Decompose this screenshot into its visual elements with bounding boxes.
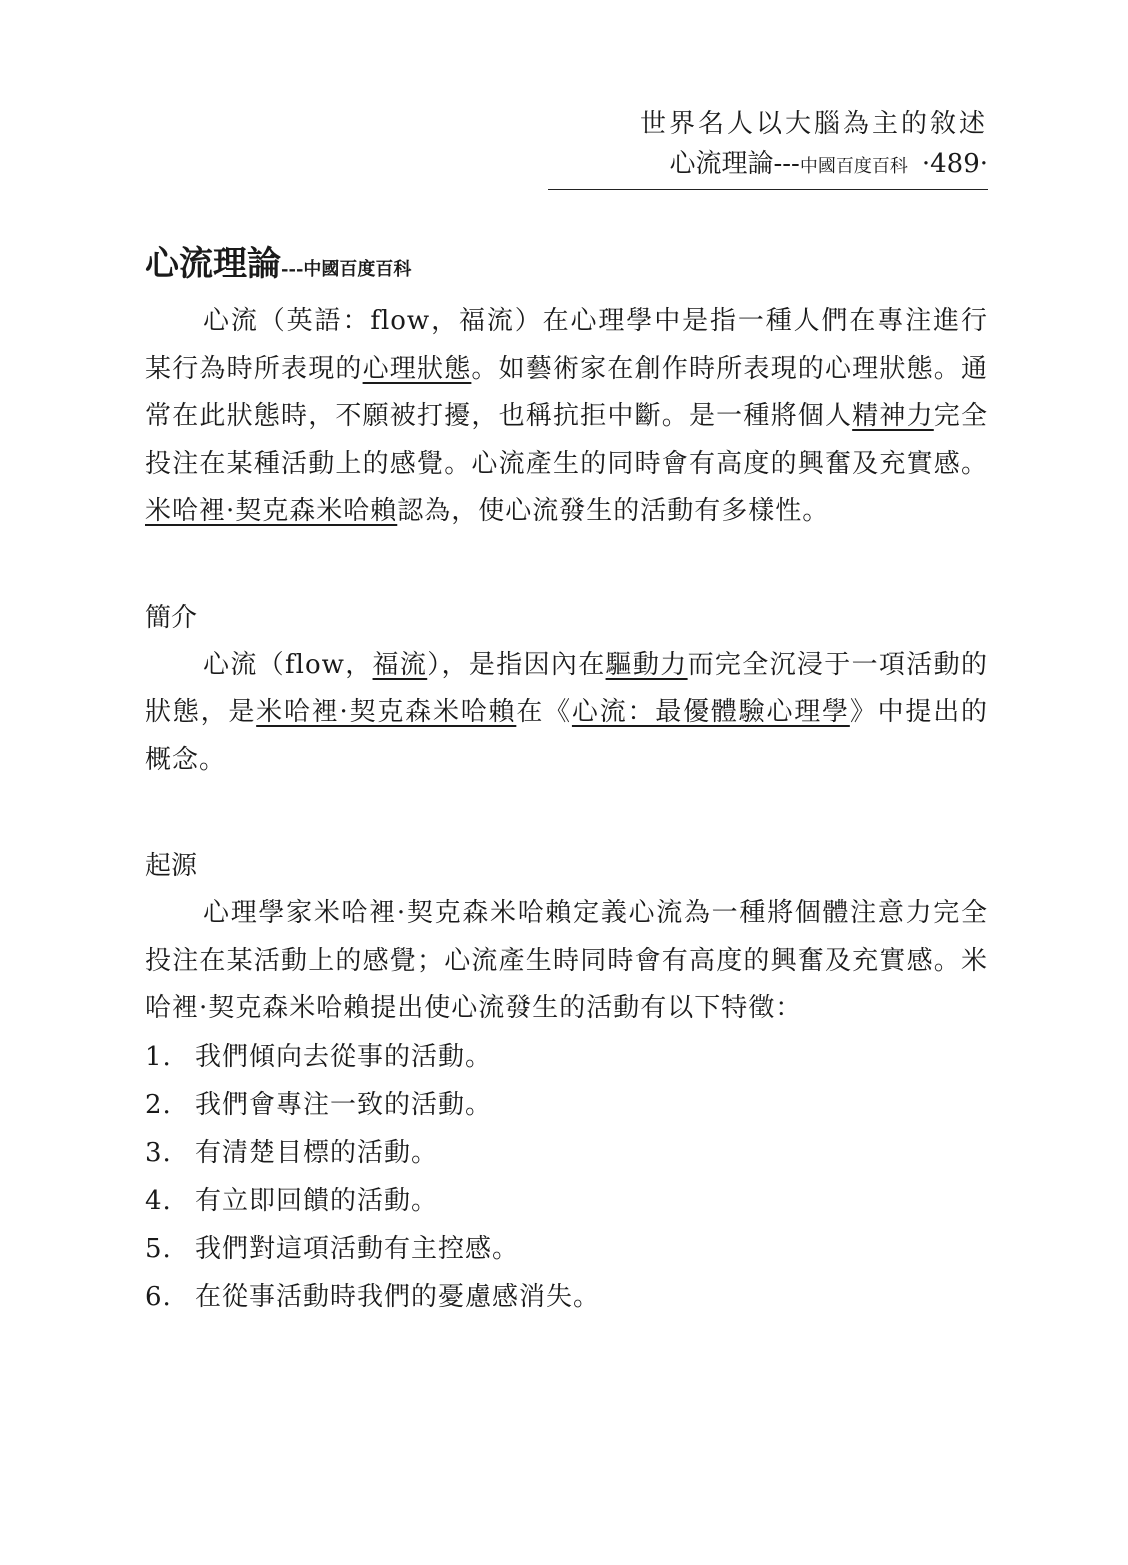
list-item-text: 我們傾向去從事的活動。	[195, 1041, 493, 1072]
list-item-text: 我們會專注一致的活動。	[195, 1089, 493, 1120]
summary-text-2: ），是指因內在	[427, 649, 606, 680]
section-heading-origin: 起源	[145, 851, 198, 881]
list-item	[145, 1225, 988, 1273]
list-item	[145, 1081, 988, 1129]
header-subtitle-main: 心流理論---	[669, 149, 800, 179]
summary-text-1: 心流（flow，	[203, 649, 373, 680]
link-mental-power[interactable]: 精神力	[852, 401, 934, 431]
intro-text-2: 。如藝術家在創作時所表現的心理狀態。通常在此狀態時，不願被打擾，也稱抗拒中斷。是一種將個人	[145, 353, 988, 431]
link-psychological-state[interactable]: 心理狀態	[362, 353, 472, 384]
article-title	[145, 240, 988, 294]
section-heading-intro: 簡介	[145, 602, 198, 633]
list-item-number: 1.	[145, 1041, 172, 1072]
main-content	[145, 240, 988, 1321]
article-title-dashes: ---	[281, 259, 304, 280]
page-number: ·489·	[921, 149, 988, 179]
list-item-number: 6.	[145, 1281, 172, 1312]
summary-text-3: 而完全沉浸于一項活動的狀態，是	[145, 649, 988, 727]
header-title: 世界名人以大腦為主的敘述	[639, 109, 988, 139]
running-header	[548, 104, 988, 190]
article-title-source: 中國百度百科	[303, 259, 412, 280]
summary-text-4: 在《	[516, 697, 572, 727]
summary-paragraph	[145, 642, 988, 785]
article-title-main: 心流理論	[145, 244, 281, 284]
intro-text-1: 心流（英語：flow，福流）在心理學中是指一種人們在專注進行某行為時所表現的	[145, 306, 988, 384]
link-flow-book[interactable]: 心流：最優體驗心理學	[571, 697, 850, 727]
list-item	[145, 1033, 988, 1081]
intro-text-4: 認為，使心流發生的活動有多樣性。	[397, 496, 830, 526]
list-item	[145, 1273, 988, 1321]
summary-text-5: 》中提出的概念。	[145, 697, 988, 775]
link-drive[interactable]: 驅動力	[605, 649, 688, 680]
list-item-text: 我們對這項活動有主控感。	[195, 1233, 520, 1264]
header-subtitle-source: 中國百度百科	[799, 156, 908, 177]
list-item-text: 有立即回饋的活動。	[195, 1185, 439, 1216]
list-item	[145, 1177, 988, 1225]
intro-paragraph	[145, 298, 988, 536]
list-item-text: 有清楚目標的活動。	[195, 1137, 439, 1168]
link-fuliu[interactable]: 福流	[372, 649, 428, 680]
link-csikszentmihalyi-2[interactable]: 米哈裡·契克森米哈賴	[256, 697, 517, 727]
origin-paragraph: 心理學家米哈裡·契克森米哈賴定義心流為一種將個體注意力完全投注在某活動上的感覺；心流產生時同時會有高度的興奮及充實感。米哈裡·契克森米哈賴提出使心流發生的活動有以下特徵：	[145, 898, 988, 1023]
list-item-text: 在從事活動時我們的憂慮感消失。	[195, 1281, 601, 1312]
list-item-number: 5.	[145, 1233, 172, 1264]
link-csikszentmihalyi[interactable]: 米哈裡·契克森米哈賴	[145, 496, 398, 526]
intro-text-3: 完全投注在某種活動上的感覺。心流產生的同時會有高度的興奮及充實感。	[145, 401, 988, 479]
list-item-number: 2.	[145, 1089, 172, 1120]
feature-list	[145, 1033, 988, 1321]
header-subtitle	[548, 144, 988, 190]
list-item	[145, 1129, 988, 1177]
list-item-number: 3.	[145, 1137, 172, 1168]
list-item-number: 4.	[145, 1185, 172, 1216]
